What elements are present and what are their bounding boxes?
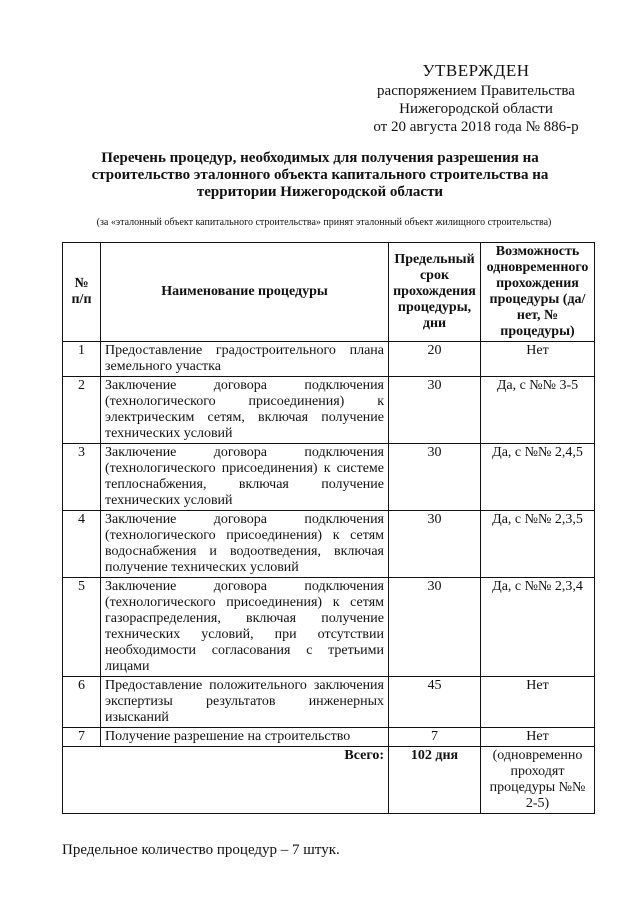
procedure-name: Предоставление градостроительного плана земельного участка [101,342,389,377]
approval-line-2: Нижегородской области [399,101,553,117]
procedure-simultaneous: Да, с №№ 2,3,4 [481,578,595,677]
procedure-number: 4 [63,511,101,578]
total-row [63,747,595,814]
total-label: Всего: [63,747,389,814]
procedure-number: 7 [63,728,101,747]
total-simultaneous-note: (одновременно проходят процедуры №№ 2-5) [481,747,595,814]
procedure-number: 5 [63,578,101,677]
title-line-1: Перечень процедур, необходимых для получения разрешения на [101,150,539,166]
title-line-2: строительство эталонного объекта капитального строительства на [91,167,549,183]
procedure-days: 45 [389,677,481,728]
table-row [63,511,595,578]
approval-heading: УТВЕРЖДЕН [422,61,530,80]
table-row [63,578,595,677]
procedure-days: 30 [389,377,481,444]
procedure-number: 1 [63,342,101,377]
procedure-days: 30 [389,444,481,511]
procedure-name: Заключение договора подключения (технологического присоединения) к сетям водоснабжения и водоотведения, включая получение технических условий [101,511,389,578]
header-simultaneous: Возможность одновременного прохождения процедуры (да/нет, № процедуры) [481,243,595,342]
title-line-3: территории Нижегородской области [196,184,444,200]
procedure-simultaneous: Нет [481,677,595,728]
table-row [63,677,595,728]
procedure-name: Заключение договора подключения (технологического присоединения) к электрическим сетям, включая получение технических условий [101,377,389,444]
procedure-name: Получение разрешение на строительство [101,728,389,747]
procedure-days: 30 [389,511,481,578]
procedure-days: 30 [389,578,481,677]
procedure-name: Заключение договора подключения (технологического присоединения) к системе теплоснабжения, включая получение технических условий [101,444,389,511]
table-row [63,342,595,377]
procedure-simultaneous: Да, с №№ 2,3,5 [481,511,595,578]
total-days: 102 дня [389,747,481,814]
procedure-simultaneous: Да, с №№ 2,4,5 [481,444,595,511]
header-procedure-name: Наименование процедуры [101,243,389,342]
procedure-simultaneous: Нет [481,728,595,747]
table-header-row [63,243,595,342]
approval-line-1: распоряжением Правительства [377,83,575,99]
procedure-days: 20 [389,342,481,377]
approval-block [360,62,592,136]
procedure-simultaneous: Да, с №№ 3-5 [481,377,595,444]
procedure-number: 3 [63,444,101,511]
procedure-days: 7 [389,728,481,747]
table-row [63,728,595,747]
procedure-number: 2 [63,377,101,444]
procedures-table [62,242,595,814]
procedure-number: 6 [63,677,101,728]
reference-object-note: (за «эталонный объект капитального строительства» принят эталонный объект жилищного строительства) [96,217,552,228]
procedure-simultaneous: Нет [481,342,595,377]
table-row [63,444,595,511]
header-number: № п/п [63,243,101,342]
approval-line-3: от 20 августа 2018 года № 886-р [373,119,579,135]
header-max-days: Предельный срок прохождения процедуры, дни [389,243,481,342]
procedure-name: Заключение договора подключения (технологического присоединения) к сетям газораспределения, включая получение технических условий, при отсутствии необходимости согласования с третьими лицами [101,578,389,677]
procedure-count-note: Предельное количество процедур – 7 штук. [62,842,340,858]
procedure-name: Предоставление положительного заключения экспертизы результатов инженерных изысканий [101,677,389,728]
document-title [60,150,580,201]
table-row [63,377,595,444]
